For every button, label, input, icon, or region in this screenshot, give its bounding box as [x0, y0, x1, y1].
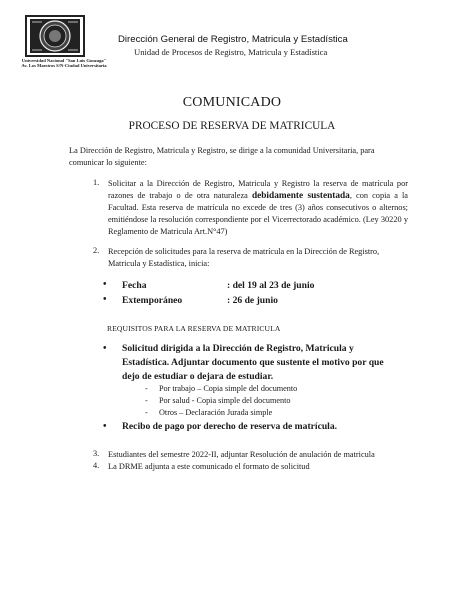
- header-title: Dirección General de Registro, Matricula y Estadística: [118, 34, 348, 45]
- item-1-text-bold: debidamente sustentada: [251, 190, 350, 201]
- requirements-title: REQUISITOS PARA LA RESERVA DE MATRICULA: [107, 324, 281, 333]
- document-heading: COMUNICADO: [182, 95, 282, 110]
- item-3-text: Estudiantes del semestre 2022-II, adjuntar Resolución de anulación de matricula: [108, 450, 375, 459]
- university-seal-icon: [24, 14, 86, 58]
- date-value: : del 19 al 23 de junio: [227, 280, 315, 291]
- university-name: [14, 58, 114, 69]
- intro-paragraph: La Dirección de Registro, Matricula y Registro, se dirige a la comunidad Universitaria, para comunicar lo siguiente:: [69, 146, 375, 167]
- university-line-2: Av. Los Maestros S/N-Ciudad Universitaria: [21, 63, 107, 69]
- item-4-text: La DRME adjunta a este comunicado el formato de solicitud: [108, 462, 310, 471]
- item-3-number: 3.: [93, 449, 100, 458]
- bullet: •: [103, 421, 107, 432]
- sub-requirement-text: Por salud - Copia simple del documento: [159, 396, 291, 405]
- sub-requirement-text: Por trabajo – Copia simple del documento: [159, 384, 298, 393]
- document-subheading: PROCESO DE RESERVA DE MATRICULA: [128, 120, 336, 132]
- header-subtitle: Unidad de Procesos de Registro, Matricula y Estadística: [134, 47, 328, 57]
- item-2-text: Recepción de solicitudes para la reserva de matrícula en la Dirección de Registro, Matricula y Estadística, inicia:: [108, 247, 380, 268]
- dash: -: [145, 384, 148, 393]
- dash: -: [145, 396, 148, 405]
- university-line-1: Universidad Nacional "San Luis Gonzaga": [21, 58, 107, 63]
- item-1-text-b: , con copia a la Facultad. Esta reserva de matrícula no excede de tres (3) años consecutivos o alternos; emitiéndose la resolución correspondiente por el Vicerrectorado académico. (Ley 30220 y Reglamento de Matricula Art.N°47): [108, 190, 408, 236]
- item-2-number: 2.: [93, 246, 100, 255]
- bullet: •: [103, 343, 107, 354]
- item-1-text: [108, 178, 408, 238]
- bullet: •: [103, 294, 107, 305]
- item-1-text-a: Solicitar a la Dirección de Registro, Matricula y Registro la reserva de matrícula por razones de trabajo o de otra naturaleza: [108, 179, 408, 200]
- sub-requirement-text: Otros – Declaración Jurada simple: [159, 408, 273, 417]
- date-label: Fecha: [122, 280, 147, 291]
- date-label: Extemporáneo: [122, 295, 183, 306]
- item-1-number: 1.: [93, 178, 100, 187]
- item-4-number: 4.: [93, 461, 100, 470]
- bullet: •: [103, 279, 107, 290]
- requirement-1-text: Solicitud dirigida a la Dirección de Registro, Matricula y Estadística. Adjuntar documento que sustente el motivo por que dejo de estudiar o dejara de estudiar.: [122, 343, 384, 382]
- dash: -: [145, 408, 148, 417]
- date-value: : 26 de junio: [227, 295, 278, 306]
- requirement-2-text: Recibo de pago por derecho de reserva de matrícula.: [122, 421, 338, 432]
